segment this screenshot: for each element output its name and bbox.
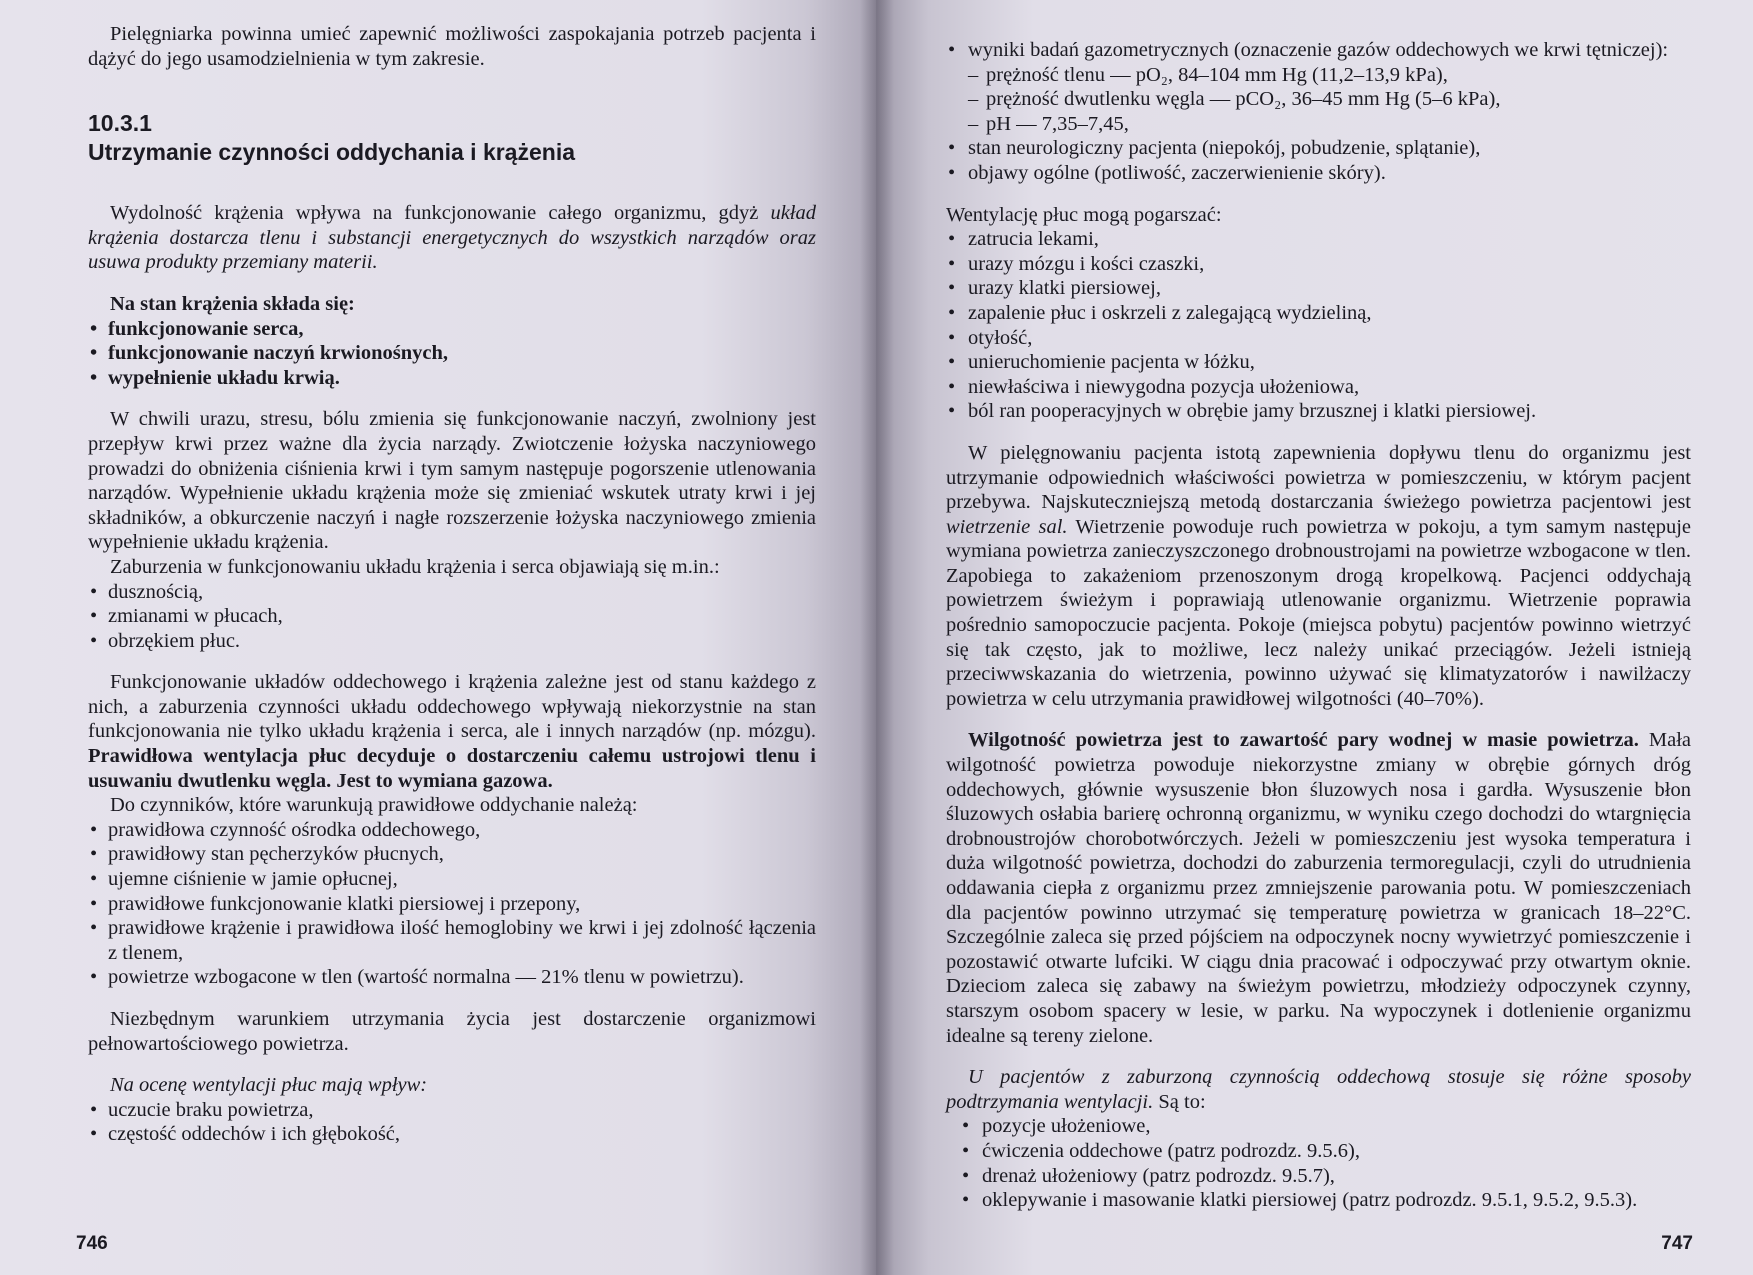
list-item: • ból ran pooperacyjnych w obrębie jamy brzusznej i klatki piersiowej. [946, 399, 1691, 424]
list-item: • zapalenie płuc i oskrzeli z zalegającą wydzieliną, [946, 301, 1691, 326]
paragraph-circulation [88, 201, 816, 275]
list-item: • objawy ogólne (potliwość, zaczerwienienie skóry). [946, 161, 1691, 186]
paragraph-bold: Prawidłowa wentylacja płuc decyduje o dostarczeniu całemu ustrojowi tlenu i usuwaniu dwutlenku węgla. Jest to wymiana gazowa. [88, 745, 816, 792]
worsening-list-header: Wentylację płuc mogą pogarszać: [946, 203, 1222, 226]
list-item: • pozycje ułożeniowe, [960, 1114, 1691, 1139]
list-item: • ćwiczenia oddechowe (patrz podrozdz. 9.5.6), [960, 1139, 1691, 1164]
gas-list [946, 38, 1691, 63]
list-item: • prawidłowa czynność ośrodka oddechowego, [88, 818, 816, 843]
list-item: • wyniki badań gazometrycznych (oznaczenie gazów oddechowych we krwi tętniczej): [946, 38, 1691, 63]
list-item: • niewłaściwa i niewygodna pozycja ułożeniowa, [946, 375, 1691, 400]
paragraph-air: Niezbędnym warunkiem utrzymania życia jest dostarczenie organizmowi pełnowartościowego powietrza. [88, 1008, 816, 1055]
right-page [876, 0, 1753, 1275]
paragraph-respiration [88, 670, 816, 793]
circulation-list-header: Na stan krążenia składa się: [110, 292, 355, 315]
section-title: Utrzymanie czynności oddychania i krążenia [88, 139, 575, 166]
list-item: – prężność dwutlenku węgla — pCO₂, 36–45 mm Hg (5–6 kPa), [946, 87, 1691, 112]
worsening-list [946, 227, 1691, 424]
list-item: • otyłość, [946, 326, 1691, 351]
assessment-list [946, 136, 1691, 185]
paragraph-humidity [946, 728, 1691, 1048]
paragraph-italic: U pacjentów z zaburzoną czynnością oddechową stosuje się różne sposoby podtrzymania wentylacji. [946, 1066, 1691, 1113]
list-item: • drenaż ułożeniowy (patrz podrozdz. 9.5.7), [960, 1164, 1691, 1189]
intro-paragraph: Pielęgniarka powinna umieć zapewnić możliwości zaspokajania potrzeb pacjenta i dążyć do jego usamodzielnienia w tym zakresie. [88, 23, 816, 70]
list-item: • powietrze wzbogacone w tlen (wartość normalna — 21% tlenu w powietrzu). [88, 965, 816, 990]
paragraph-ventilation [946, 441, 1691, 712]
list-item: • zatrucia lekami, [946, 227, 1691, 252]
paragraph-italic: układ krążenia dostarcza tlenu i substancji energetycznych do wszystkich narządów oraz usuwa produkty przemiany materii. [88, 202, 816, 274]
list-item: • prawidłowe krążenie i prawidłowa ilość hemoglobiny we krwi i jej zdolność łączenia z tlenem, [88, 916, 816, 965]
list-item: • zmianami w płucach, [88, 604, 816, 629]
paragraph-text: Wydolność krążenia wpływa na funkcjonowanie całego organizmu, gdyż [110, 202, 771, 225]
paragraph-text: Wietrzenie powoduje ruch powietrza w pokoju, a tym samym następuje wymiana powietrza zanieczyszczonego drobnoustrojami na powietrze wzbogacone w tlen. Zapobiega to zakażeniom przenoszonym drogą kropelkową. Pacjenci oddychają powietrzem świeżym i poprawiają utlenowanie organizmu. Wietrzenie poprawia pośrednio samopoczucie pacjenta. Pokoje (miejsca pobytu) pacjentów powinno wietrzyć się tak często, jak to możliwe, lecz należy unikać przeciągów. Jeżeli istnieją przeciwwskazania do wietrzenia, powinno używać się klimatyzatorów i nawilżaczy powietrza w celu utrzymania prawidłowej wilgotności (40–70%). [946, 515, 1691, 710]
list-item: • funkcjonowanie naczyń krwionośnych, [88, 341, 816, 366]
paragraph-support [946, 1065, 1691, 1114]
section-number: 10.3.1 [88, 110, 152, 137]
list-item: – prężność tlenu — pO₂, 84–104 mm Hg (11,2–13,9 kPa), [946, 63, 1691, 88]
paragraph-text: Funkcjonowanie układów oddechowego i krążenia zależne jest od stanu każdego z nich, a zaburzenia czynności układu oddechowego wpływają niekorzystnie na stan funkcjonowania nie tylko układu krążenia i serca, ale i innych narządów (np. mózgu). [88, 671, 816, 743]
list-item: • ujemne ciśnienie w jamie opłucnej, [88, 867, 816, 892]
list-item: • urazy mózgu i kości czaszki, [946, 252, 1691, 277]
list-item: • uczucie braku powietrza, [88, 1098, 816, 1123]
list-item: • unieruchomienie pacjenta w łóżku, [946, 350, 1691, 375]
list-item: • stan neurologiczny pacjenta (niepokój, pobudzenie, splątanie), [946, 136, 1691, 161]
paragraph-factors: Do czynników, które warunkują prawidłowe oddychanie należą: [110, 794, 638, 817]
paragraph-text: Mała wilgotność powietrza powoduje niekorzystne zmiany w obrębie górnych dróg oddechowych, głównie wysuszenie błon śluzowych nosa i gardła. Wysuszenie błon śluzowych osłabia barierę ochronną organizmu, w wyniku czego dochodzi do wtargnięcia drobnoustrojów chorobotwórczych. Jeżeli w pomieszczeniu jest wysoka temperatura i duża wilgotność powietrza, dochodzi do zaburzenia termoregulacji, czyli do utrudnienia oddawania ciepła z organizmu przez zmniejszenie parowania potu. W pomieszczeniach dla pacjentów powinno utrzymać się temperaturę powietrza w granicach 18–22°C. Szczególnie zaleca się przed pójściem na odpoczynek nocny wywietrzyć pomieszczenie i pozostawić otwarte lufciki. W ciągu dnia pracować i odpoczywać przy otwartym oknie. Dzieciom zaleca się zabawy na świeżym powietrzu, młodzieży odpoczynek czynny, starszym osobom spacery w lesie, w parku. Na wypoczynek i dotlenienie organizmu idealne są tereny zielone. [946, 729, 1691, 1047]
factors-list [88, 818, 816, 990]
list-item: • urazy klatki piersiowej, [946, 276, 1691, 301]
list-item: • wypełnienie układu krwią. [88, 366, 816, 391]
paragraph-italic: wietrzenie sal. [946, 515, 1068, 538]
list-item: • częstość oddechów i ich głębokość, [88, 1122, 816, 1147]
gas-sublist [946, 63, 1691, 137]
paragraph-bold: Wilgotność powietrza jest to zawartość pary wodnej w masie powietrza. [968, 729, 1639, 752]
list-item: • obrzękiem płuc. [88, 629, 816, 654]
section-heading [88, 109, 816, 167]
list-item: • prawidłowy stan pęcherzyków płucnych, [88, 842, 816, 867]
list-item: • dusznością, [88, 580, 816, 605]
disorder-list [88, 580, 816, 654]
support-list [946, 1114, 1691, 1212]
list-item: • oklepywanie i masowanie klatki piersiowej (patrz podrozdz. 9.5.1, 9.5.2, 9.5.3). [960, 1188, 1691, 1213]
page-number: 746 [76, 1233, 108, 1254]
paragraph-text: Są to: [1153, 1090, 1206, 1113]
list-item: • funkcjonowanie serca, [88, 317, 816, 342]
paragraph-trauma: W chwili urazu, stresu, bólu zmienia się funkcjonowanie naczyń, zwolniony jest przepływ krwi przez ważne dla życia narządy. Zwiotczenie łożyska naczyniowego prowadzi do obniżenia ciśnienia krwi i tym samym następuje pogorszenie utlenowania narządów. Wypełnienie układu krążenia może się zmieniać wskutek utraty krwi i jej składników, a obkurczenie naczyń i nagłe rozszerzenie łożyska naczyniowego zmienia wypełnienie układu krążenia. [88, 408, 816, 554]
ventilation-list-header: Na ocenę wentylacji płuc mają wpływ: [110, 1074, 428, 1097]
ventilation-list [88, 1098, 816, 1147]
paragraph-text: W pielęgnowaniu pacjenta istotą zapewnienia dopływu tlenu do organizmu jest utrzymanie odpowiednich właściwości powietrza w pomieszczeniu, w którym pacjent przebywa. Najskuteczniejszą metodą dostarczania świeżego powietrza pacjentowi jest [946, 441, 1691, 514]
left-page [0, 0, 876, 1275]
paragraph-disorders: Zaburzenia w funkcjonowaniu układu krążenia i serca objawiają się m.in.: [110, 555, 720, 578]
page-number: 747 [1661, 1233, 1693, 1254]
list-item: – pH — 7,35–7,45, [946, 112, 1691, 137]
list-item: • prawidłowe funkcjonowanie klatki piersiowej i przepony, [88, 892, 816, 917]
circulation-list [88, 317, 816, 391]
